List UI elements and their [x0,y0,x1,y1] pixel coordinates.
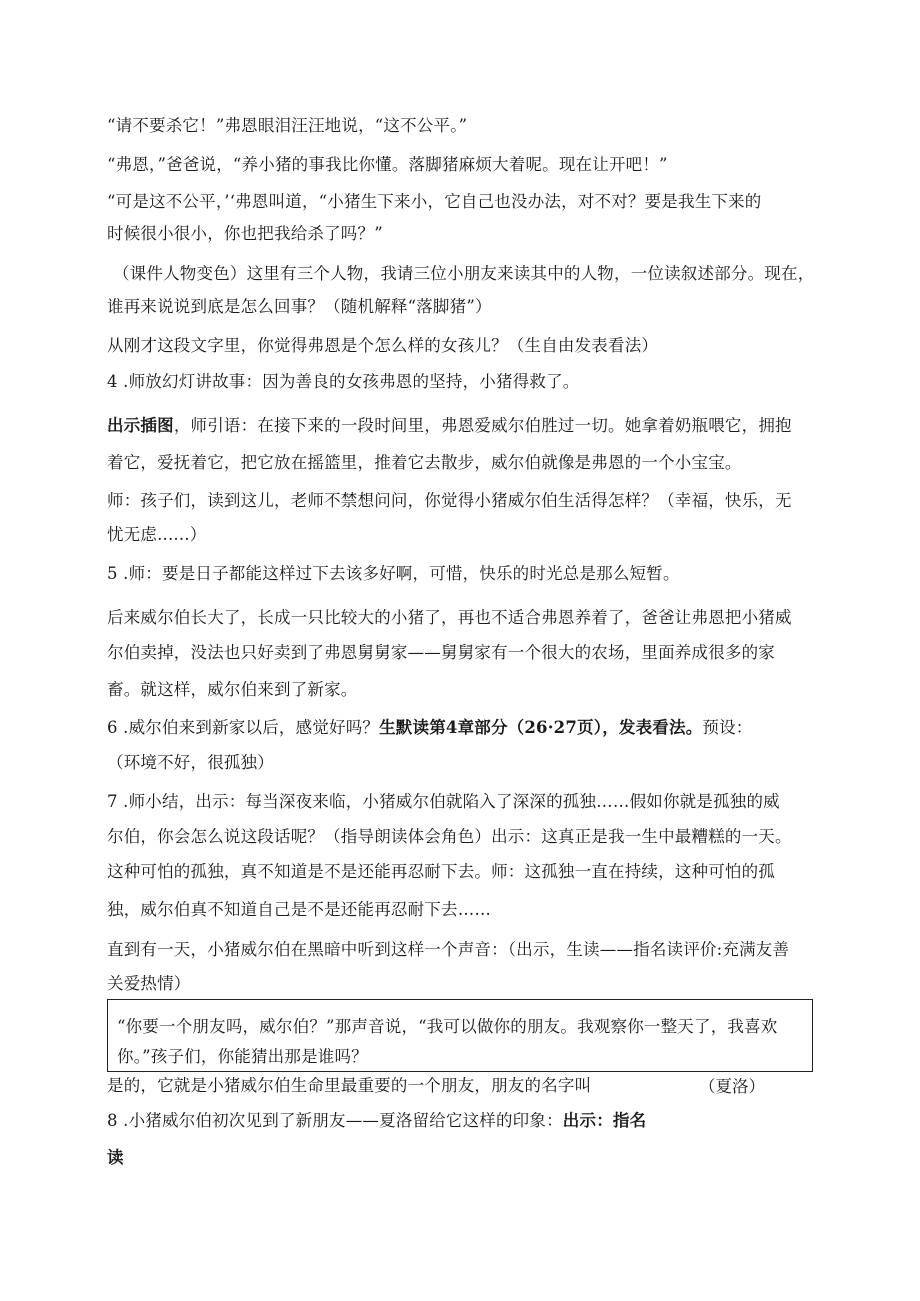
quote-box [107,999,813,1072]
paragraph-line: 尔伯卖掉，没法也只好卖到了弗恩舅舅家——舅舅家有一个很大的农场，里面养成很多的家 [107,643,775,662]
show-illustration-label: 出示插图 [107,416,174,435]
dialogue-line: “请不要杀它！”弗恩眼泪汪汪地说，“这不公平。” [107,116,468,135]
step-4: 4 .师放幻灯讲故事：因为善良的女孩弗恩的坚持，小猪得救了。 [107,372,580,391]
paragraph-line: 畜。就这样，威尔伯来到了新家。 [107,680,358,699]
paragraph-line: 是的，它就是小猪威尔伯生命里最重要的一个朋友，朋友的名字叫 [107,1076,592,1095]
paragraph-line: 着它，爱抚着它，把它放在摇篮里，推着它去散步，威尔伯就像是弗恩的一个小宝宝。 [107,453,742,472]
step-6: 6 .威尔伯来到新家以后，感觉好吗？生默读第4章部分（26·27页），发表看法。预设： [107,718,753,737]
paragraph-line: 关爱热情） [107,974,191,993]
paragraph-line: 尔伯，你会怎么说这段话呢？（指导朗读体会角色）出示：这真正是我一生中最糟糕的一天。 [107,827,792,846]
paragraph-line: 独，威尔伯真不知道自己是不是还能再忍耐下去…… [107,900,492,919]
paragraph-line: 直到有一天，小猪威尔伯在黑暗中听到这样一个声音：（出示，生读——指名读评价:充满友善 [107,940,790,959]
quote-line: “你要一个朋友吗，威尔伯？”那声音说，“我可以做你的朋友。我观察你一整天了，我喜欢 [117,1017,778,1036]
dialogue-line: “弗恩，”爸爸说，“养小猪的事我比你懂。落脚猪麻烦大着呢。现在让开吧！” [107,155,668,174]
step-7: 7 .师小结，出示：每当深夜来临，小猪威尔伯就陷入了深深的孤独……假如你就是孤独的威 [107,792,780,811]
step-8: 8 .小猪威尔伯初次见到了新朋友——夏洛留给它这样的印象：出示：指名 [107,1111,647,1130]
answer-text: （夏洛） [699,1077,765,1096]
paragraph-line: 师：孩子们，读到这儿，老师不禁想问问，你觉得小猪威尔伯生活得怎样？（幸福，快乐，无 [107,491,792,510]
paragraph-line: 读 [107,1148,124,1167]
quote-line: 你。”孩子们，你能猜出那是谁吗？ [117,1047,368,1066]
dialogue-line: 时候很小很小，你也把我给杀了吗？” [107,224,383,243]
paragraph-line: 忧无虑......） [107,525,207,544]
paragraph-line: 谁再来说说到底是怎么回事？（随机解释“落脚猪”） [107,297,492,316]
paragraph-line: （环境不好，很孤独） [107,753,274,772]
step-5: 5 .师：要是日子都能这样过下去该多好啊，可惜，快乐的时光总是那么短暂。 [107,564,680,583]
paragraph-line: 后来威尔伯长大了，长成一只比较大的小猪了，再也不适合弗恩养着了，爸爸让弗恩把小猪威 [107,608,792,627]
paragraph-line: 这种可怕的孤独，真不知道是不是还能再忍耐下去。师：这孤独一直在持续，这种可怕的孤 [107,862,775,881]
paragraph-line: 出示插图，师引语：在接下来的一段时间里，弗恩爱威尔伯胜过一切。她拿着奶瓶喂它，拥抱 [107,416,792,435]
paragraph-line: （课件人物变色）这里有三个人物，我请三位小朋友来读其中的人物，一位读叙述部分。现在， [113,264,815,283]
dialogue-line: “可是这不公平，’‘弗恩叫道，“小猪生下来小，它自己也没办法，对不对？要是我生下来的 [107,192,762,211]
paragraph-line: 从刚才这段文字里，你觉得弗恩是个怎么样的女孩儿？（生自由发表看法） [107,336,659,355]
